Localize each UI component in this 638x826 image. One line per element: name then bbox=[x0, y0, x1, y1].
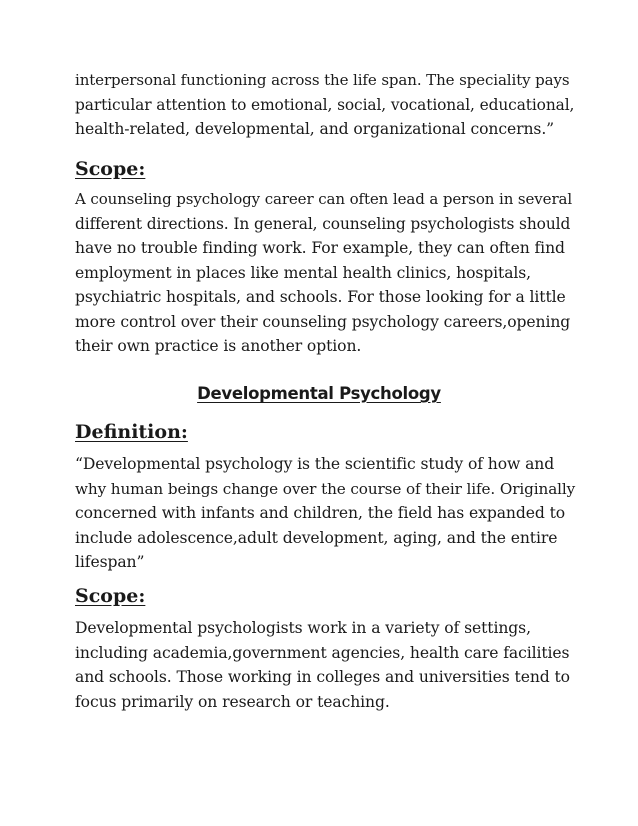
scope-line: employment in places like mental health clinics, hospitals, bbox=[75, 263, 532, 282]
scope-line: different directions. In general, counseling psychologists should bbox=[75, 214, 571, 233]
definition-line: include adolescence,adult development, aging, and the entire bbox=[75, 528, 558, 547]
scope-line: A counseling psychology career can often lead a person in several bbox=[75, 190, 573, 208]
definition-section bbox=[75, 420, 575, 444]
scope-paragraph-counseling bbox=[75, 187, 575, 359]
scope-section-developmental bbox=[75, 584, 575, 608]
definition-line: lifespan” bbox=[75, 553, 145, 571]
definition-heading: Definition: bbox=[75, 421, 188, 443]
scope-line: their own practice is another option. bbox=[75, 337, 362, 355]
intro-line: interpersonal functioning across the life span. The speciality pays bbox=[75, 71, 570, 89]
scope-line: focus primarily on research or teaching. bbox=[75, 692, 390, 711]
scope-line: more control over their counseling psychology careers,opening bbox=[75, 312, 571, 331]
scope-line: and schools. Those working in colleges and universities tend to bbox=[75, 668, 570, 686]
scope-line: have no trouble finding work. For example, they can often find bbox=[75, 239, 565, 257]
definition-line: why human beings change over the course of their life. Originally bbox=[75, 479, 576, 498]
intro-line: health-related, developmental, and organizational concerns.” bbox=[75, 120, 555, 138]
definition-line: concerned with infants and children, the field has expanded to bbox=[75, 504, 566, 522]
scope-line: Developmental psychologists work in a variety of settings, bbox=[75, 619, 531, 637]
section-title: Developmental Psychology bbox=[197, 384, 441, 403]
intro-line: particular attention to emotional, social, vocational, educational, bbox=[75, 95, 575, 114]
scope-heading: Scope: bbox=[75, 585, 146, 607]
scope-section-counseling bbox=[75, 157, 575, 181]
definition-paragraph bbox=[75, 452, 575, 575]
definition-line: “Developmental psychology is the scientific study of how and bbox=[75, 455, 555, 473]
intro-paragraph bbox=[75, 68, 575, 142]
scope-line: psychiatric hospitals, and schools. For those looking for a little bbox=[75, 288, 566, 306]
scope-paragraph-developmental bbox=[75, 616, 575, 714]
scope-heading: Scope: bbox=[75, 158, 146, 180]
scope-line: including academia,government agencies, health care facilities bbox=[75, 643, 570, 662]
